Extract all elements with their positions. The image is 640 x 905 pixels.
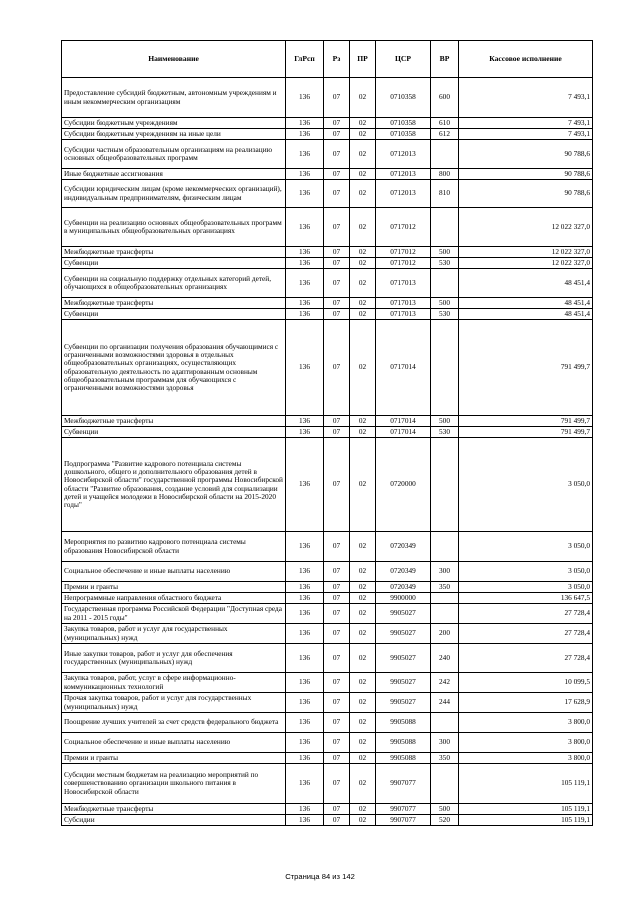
table-row [62,416,593,427]
cell-rz: 07 [324,169,350,180]
page-footer: Страница 84 из 142 [285,872,355,881]
cell-vr [431,320,459,416]
cell-csr: 9905027 [376,693,431,713]
cell-name: Поощрение лучших учителей за счет средств федерального бюджета [62,713,286,733]
cell-name: Социальное обеспечение и иные выплаты населению [62,733,286,753]
cell-rz: 07 [324,298,350,309]
cell-rz: 07 [324,815,350,826]
cell-csr: 9900000 [376,593,431,604]
header-csr: ЦСР [376,41,431,78]
cell-rz: 07 [324,532,350,562]
cell-vr: 300 [431,733,459,753]
cell-amount: 48 451,4 [459,309,593,320]
cell-amount: 7 493,1 [459,129,593,140]
cell-glrsp: 136 [286,416,324,427]
cell-rz: 07 [324,309,350,320]
cell-csr: 0717013 [376,298,431,309]
header-vr: ВР [431,41,459,78]
cell-glrsp: 136 [286,764,324,804]
cell-csr: 0717013 [376,309,431,320]
cell-vr: 600 [431,78,459,118]
cell-amount: 3 050,0 [459,532,593,562]
cell-vr: 500 [431,298,459,309]
table-row [62,309,593,320]
cell-pr: 02 [350,78,376,118]
cell-rz: 07 [324,593,350,604]
cell-glrsp: 136 [286,320,324,416]
cell-csr: 9905088 [376,733,431,753]
cell-csr: 0717012 [376,247,431,258]
cell-name: Подпрограмма "Развитие кадрового потенциала системы дошкольного, общего и дополнительного образования детей в Новосибирской области" государственной программы Новосибирской области "Развитие образования, создание условий для социализации детей и учащейся молодежи в Новосибирской области на 2015-2020 годы" [62,438,286,532]
cell-name: Субвенции на реализацию основных общеобразовательных программ в муниципальных общеобразовательных организациях [62,208,286,247]
table-row [62,804,593,815]
table-row [62,169,593,180]
cell-pr: 02 [350,416,376,427]
table-row [62,644,593,673]
table-row [62,815,593,826]
cell-glrsp: 136 [286,180,324,208]
cell-csr: 0717012 [376,258,431,269]
cell-pr: 02 [350,118,376,129]
cell-name: Межбюджетные трансферты [62,247,286,258]
cell-glrsp: 136 [286,593,324,604]
cell-csr: 9905027 [376,624,431,644]
cell-pr: 02 [350,208,376,247]
cell-amount: 48 451,4 [459,269,593,298]
cell-csr: 0710358 [376,118,431,129]
cell-amount: 12 022 327,0 [459,247,593,258]
cell-pr: 02 [350,258,376,269]
cell-csr: 9905027 [376,604,431,624]
cell-rz: 07 [324,624,350,644]
cell-name: Субвенции на социальную поддержку отдельных категорий детей, обучающихся в общеобразовательных организациях [62,269,286,298]
cell-vr: 530 [431,427,459,438]
cell-amount: 48 451,4 [459,298,593,309]
cell-name: Прочая закупка товаров, работ и услуг для государственных (муниципальных) нужд [62,693,286,713]
cell-amount: 90 788,6 [459,140,593,169]
cell-amount: 12 022 327,0 [459,208,593,247]
cell-name: Закупка товаров, работ, услуг в сфере информационно-коммуникационных технологий [62,673,286,693]
cell-csr: 0712013 [376,169,431,180]
cell-pr: 02 [350,320,376,416]
cell-rz: 07 [324,753,350,764]
cell-pr: 02 [350,673,376,693]
cell-vr: 242 [431,673,459,693]
table-body [62,78,593,826]
cell-pr: 02 [350,140,376,169]
cell-vr [431,140,459,169]
cell-rz: 07 [324,804,350,815]
cell-name: Премии и гранты [62,753,286,764]
cell-glrsp: 136 [286,733,324,753]
cell-rz: 07 [324,416,350,427]
cell-csr: 0712013 [376,180,431,208]
cell-glrsp: 136 [286,258,324,269]
cell-pr: 02 [350,309,376,320]
cell-vr: 200 [431,624,459,644]
cell-amount: 3 800,0 [459,733,593,753]
cell-rz: 07 [324,644,350,673]
table-row [62,247,593,258]
cell-rz: 07 [324,208,350,247]
cell-amount: 791 499,7 [459,427,593,438]
cell-amount: 105 119,1 [459,764,593,804]
cell-pr: 02 [350,804,376,815]
cell-csr: 0710358 [376,78,431,118]
cell-vr [431,764,459,804]
cell-name: Субвенции по организации получения образования обучающимися с ограниченными возможностями здоровья в отдельных общеобразовательных организациях, осуществляющих образовательную деятельность по адаптированным основным общеобразовательным программам для обучающихся с ограниченными возможностями здоровья [62,320,286,416]
table-row [62,129,593,140]
table-row [62,269,593,298]
header-rz: Рз [324,41,350,78]
cell-rz: 07 [324,764,350,804]
cell-rz: 07 [324,582,350,593]
cell-glrsp: 136 [286,532,324,562]
cell-vr [431,532,459,562]
cell-glrsp: 136 [286,118,324,129]
table-row [62,764,593,804]
cell-pr: 02 [350,438,376,532]
table-row [62,532,593,562]
cell-name: Субсидии местным бюджетам на реализацию мероприятий по совершенствованию организации школьного питания в Новосибирской области [62,764,286,804]
cell-vr: 810 [431,180,459,208]
cell-glrsp: 136 [286,208,324,247]
cell-csr: 9905027 [376,644,431,673]
cell-amount: 3 800,0 [459,753,593,764]
cell-csr: 0720000 [376,438,431,532]
cell-rz: 07 [324,562,350,582]
cell-amount: 90 788,6 [459,169,593,180]
cell-amount: 105 119,1 [459,804,593,815]
cell-pr: 02 [350,169,376,180]
cell-name: Социальное обеспечение и иные выплаты населению [62,562,286,582]
cell-glrsp: 136 [286,169,324,180]
cell-amount: 3 800,0 [459,713,593,733]
cell-name: Государственная программа Российской Федерации "Доступная среда на 2011 - 2015 годы" [62,604,286,624]
cell-amount: 27 728,4 [459,624,593,644]
cell-pr: 02 [350,624,376,644]
cell-pr: 02 [350,298,376,309]
cell-csr: 9907077 [376,764,431,804]
cell-vr [431,438,459,532]
cell-glrsp: 136 [286,713,324,733]
cell-vr: 350 [431,582,459,593]
cell-name: Субсидии [62,815,286,826]
cell-glrsp: 136 [286,673,324,693]
table-row [62,140,593,169]
table-row [62,582,593,593]
cell-glrsp: 136 [286,644,324,673]
cell-vr: 500 [431,416,459,427]
cell-amount: 90 788,6 [459,180,593,208]
cell-glrsp: 136 [286,562,324,582]
table-row [62,733,593,753]
cell-csr: 0720349 [376,582,431,593]
cell-name: Предоставление субсидий бюджетным, автономным учреждениям и иным некоммерческим организациям [62,78,286,118]
cell-pr: 02 [350,733,376,753]
cell-vr [431,713,459,733]
cell-amount: 27 728,4 [459,604,593,624]
cell-pr: 02 [350,764,376,804]
cell-vr: 500 [431,804,459,815]
cell-name: Межбюджетные трансферты [62,416,286,427]
cell-amount: 3 050,0 [459,438,593,532]
cell-amount: 3 050,0 [459,562,593,582]
header-row [62,41,593,78]
cell-rz: 07 [324,438,350,532]
table-header [62,41,593,78]
cell-amount: 17 628,9 [459,693,593,713]
cell-vr: 610 [431,118,459,129]
cell-amount: 27 728,4 [459,644,593,673]
cell-rz: 07 [324,427,350,438]
cell-csr: 0717014 [376,416,431,427]
table-row [62,298,593,309]
cell-name: Субсидии бюджетным учреждениям [62,118,286,129]
cell-amount: 105 119,1 [459,815,593,826]
table-row [62,427,593,438]
cell-rz: 07 [324,247,350,258]
cell-csr: 0717013 [376,269,431,298]
table-row [62,562,593,582]
cell-amount: 7 493,1 [459,118,593,129]
cell-csr: 0717012 [376,208,431,247]
cell-rz: 07 [324,713,350,733]
cell-amount: 7 493,1 [459,78,593,118]
cell-vr: 350 [431,753,459,764]
cell-amount: 12 022 327,0 [459,258,593,269]
cell-name: Субсидии юридическим лицам (кроме некоммерческих организаций), индивидуальным предпринимателям, физическим лицам [62,180,286,208]
cell-vr [431,269,459,298]
cell-csr: 9907077 [376,815,431,826]
cell-glrsp: 136 [286,693,324,713]
budget-execution-table [61,40,593,826]
cell-pr: 02 [350,753,376,764]
cell-vr: 244 [431,693,459,713]
cell-pr: 02 [350,582,376,593]
cell-name: Субсидии бюджетным учреждениям на иные цели [62,129,286,140]
cell-rz: 07 [324,78,350,118]
header-amount: Кассовое исполнение [459,41,593,78]
cell-csr: 0712013 [376,140,431,169]
table-row [62,78,593,118]
header-glrsp: ГлРсп [286,41,324,78]
table-row [62,673,593,693]
cell-name: Мероприятия по развитию кадрового потенциала системы образования Новосибирской области [62,532,286,562]
cell-amount: 791 499,7 [459,320,593,416]
cell-pr: 02 [350,593,376,604]
table-row [62,258,593,269]
cell-csr: 0717014 [376,427,431,438]
cell-name: Субвенции [62,309,286,320]
cell-rz: 07 [324,180,350,208]
cell-pr: 02 [350,180,376,208]
cell-rz: 07 [324,118,350,129]
cell-name: Межбюджетные трансферты [62,298,286,309]
cell-csr: 0710358 [376,129,431,140]
cell-vr: 520 [431,815,459,826]
header-name: Наименование [62,41,286,78]
cell-vr: 300 [431,562,459,582]
cell-glrsp: 136 [286,582,324,593]
cell-name: Иные закупки товаров, работ и услуг для обеспечения государственных (муниципальных) нужд [62,644,286,673]
cell-pr: 02 [350,815,376,826]
cell-rz: 07 [324,140,350,169]
cell-glrsp: 136 [286,129,324,140]
cell-vr: 530 [431,309,459,320]
cell-name: Непрограммные направления областного бюджета [62,593,286,604]
cell-csr: 9905088 [376,753,431,764]
cell-name: Субвенции [62,427,286,438]
cell-vr [431,604,459,624]
cell-amount: 10 099,5 [459,673,593,693]
cell-vr: 240 [431,644,459,673]
cell-glrsp: 136 [286,815,324,826]
cell-name: Межбюджетные трансферты [62,804,286,815]
table-row [62,320,593,416]
cell-amount: 791 499,7 [459,416,593,427]
cell-name: Премии и гранты [62,582,286,593]
cell-csr: 0717014 [376,320,431,416]
cell-glrsp: 136 [286,804,324,815]
cell-pr: 02 [350,562,376,582]
table-row [62,438,593,532]
cell-pr: 02 [350,269,376,298]
table-row [62,713,593,733]
cell-pr: 02 [350,532,376,562]
cell-csr: 9905088 [376,713,431,733]
cell-csr: 9907077 [376,804,431,815]
cell-vr: 612 [431,129,459,140]
cell-name: Закупка товаров, работ и услуг для государственных (муниципальных) нужд [62,624,286,644]
cell-pr: 02 [350,713,376,733]
header-pr: ПР [350,41,376,78]
cell-name: Субвенции [62,258,286,269]
cell-rz: 07 [324,733,350,753]
cell-csr: 9905027 [376,673,431,693]
cell-vr [431,593,459,604]
cell-rz: 07 [324,269,350,298]
cell-glrsp: 136 [286,309,324,320]
table-row [62,593,593,604]
cell-rz: 07 [324,693,350,713]
cell-glrsp: 136 [286,438,324,532]
cell-glrsp: 136 [286,427,324,438]
cell-name: Иные бюджетные ассигнования [62,169,286,180]
table-row [62,604,593,624]
table-row [62,118,593,129]
cell-vr: 800 [431,169,459,180]
cell-rz: 07 [324,673,350,693]
cell-glrsp: 136 [286,298,324,309]
cell-glrsp: 136 [286,753,324,764]
table-row [62,180,593,208]
cell-glrsp: 136 [286,247,324,258]
table-row [62,753,593,764]
cell-glrsp: 136 [286,624,324,644]
cell-csr: 0720349 [376,562,431,582]
cell-amount: 136 647,5 [459,593,593,604]
cell-pr: 02 [350,247,376,258]
cell-pr: 02 [350,427,376,438]
cell-glrsp: 136 [286,269,324,298]
cell-amount: 3 050,0 [459,582,593,593]
table-row [62,624,593,644]
cell-glrsp: 136 [286,140,324,169]
cell-vr: 530 [431,258,459,269]
cell-rz: 07 [324,129,350,140]
cell-csr: 0720349 [376,532,431,562]
cell-pr: 02 [350,129,376,140]
cell-pr: 02 [350,604,376,624]
cell-pr: 02 [350,644,376,673]
table-row [62,693,593,713]
cell-rz: 07 [324,320,350,416]
cell-rz: 07 [324,604,350,624]
cell-vr: 500 [431,247,459,258]
cell-name: Субсидии частным образовательным организациям на реализацию основных общеобразовательных программ [62,140,286,169]
cell-glrsp: 136 [286,604,324,624]
cell-pr: 02 [350,693,376,713]
cell-rz: 07 [324,258,350,269]
table-row [62,208,593,247]
cell-vr [431,208,459,247]
cell-glrsp: 136 [286,78,324,118]
